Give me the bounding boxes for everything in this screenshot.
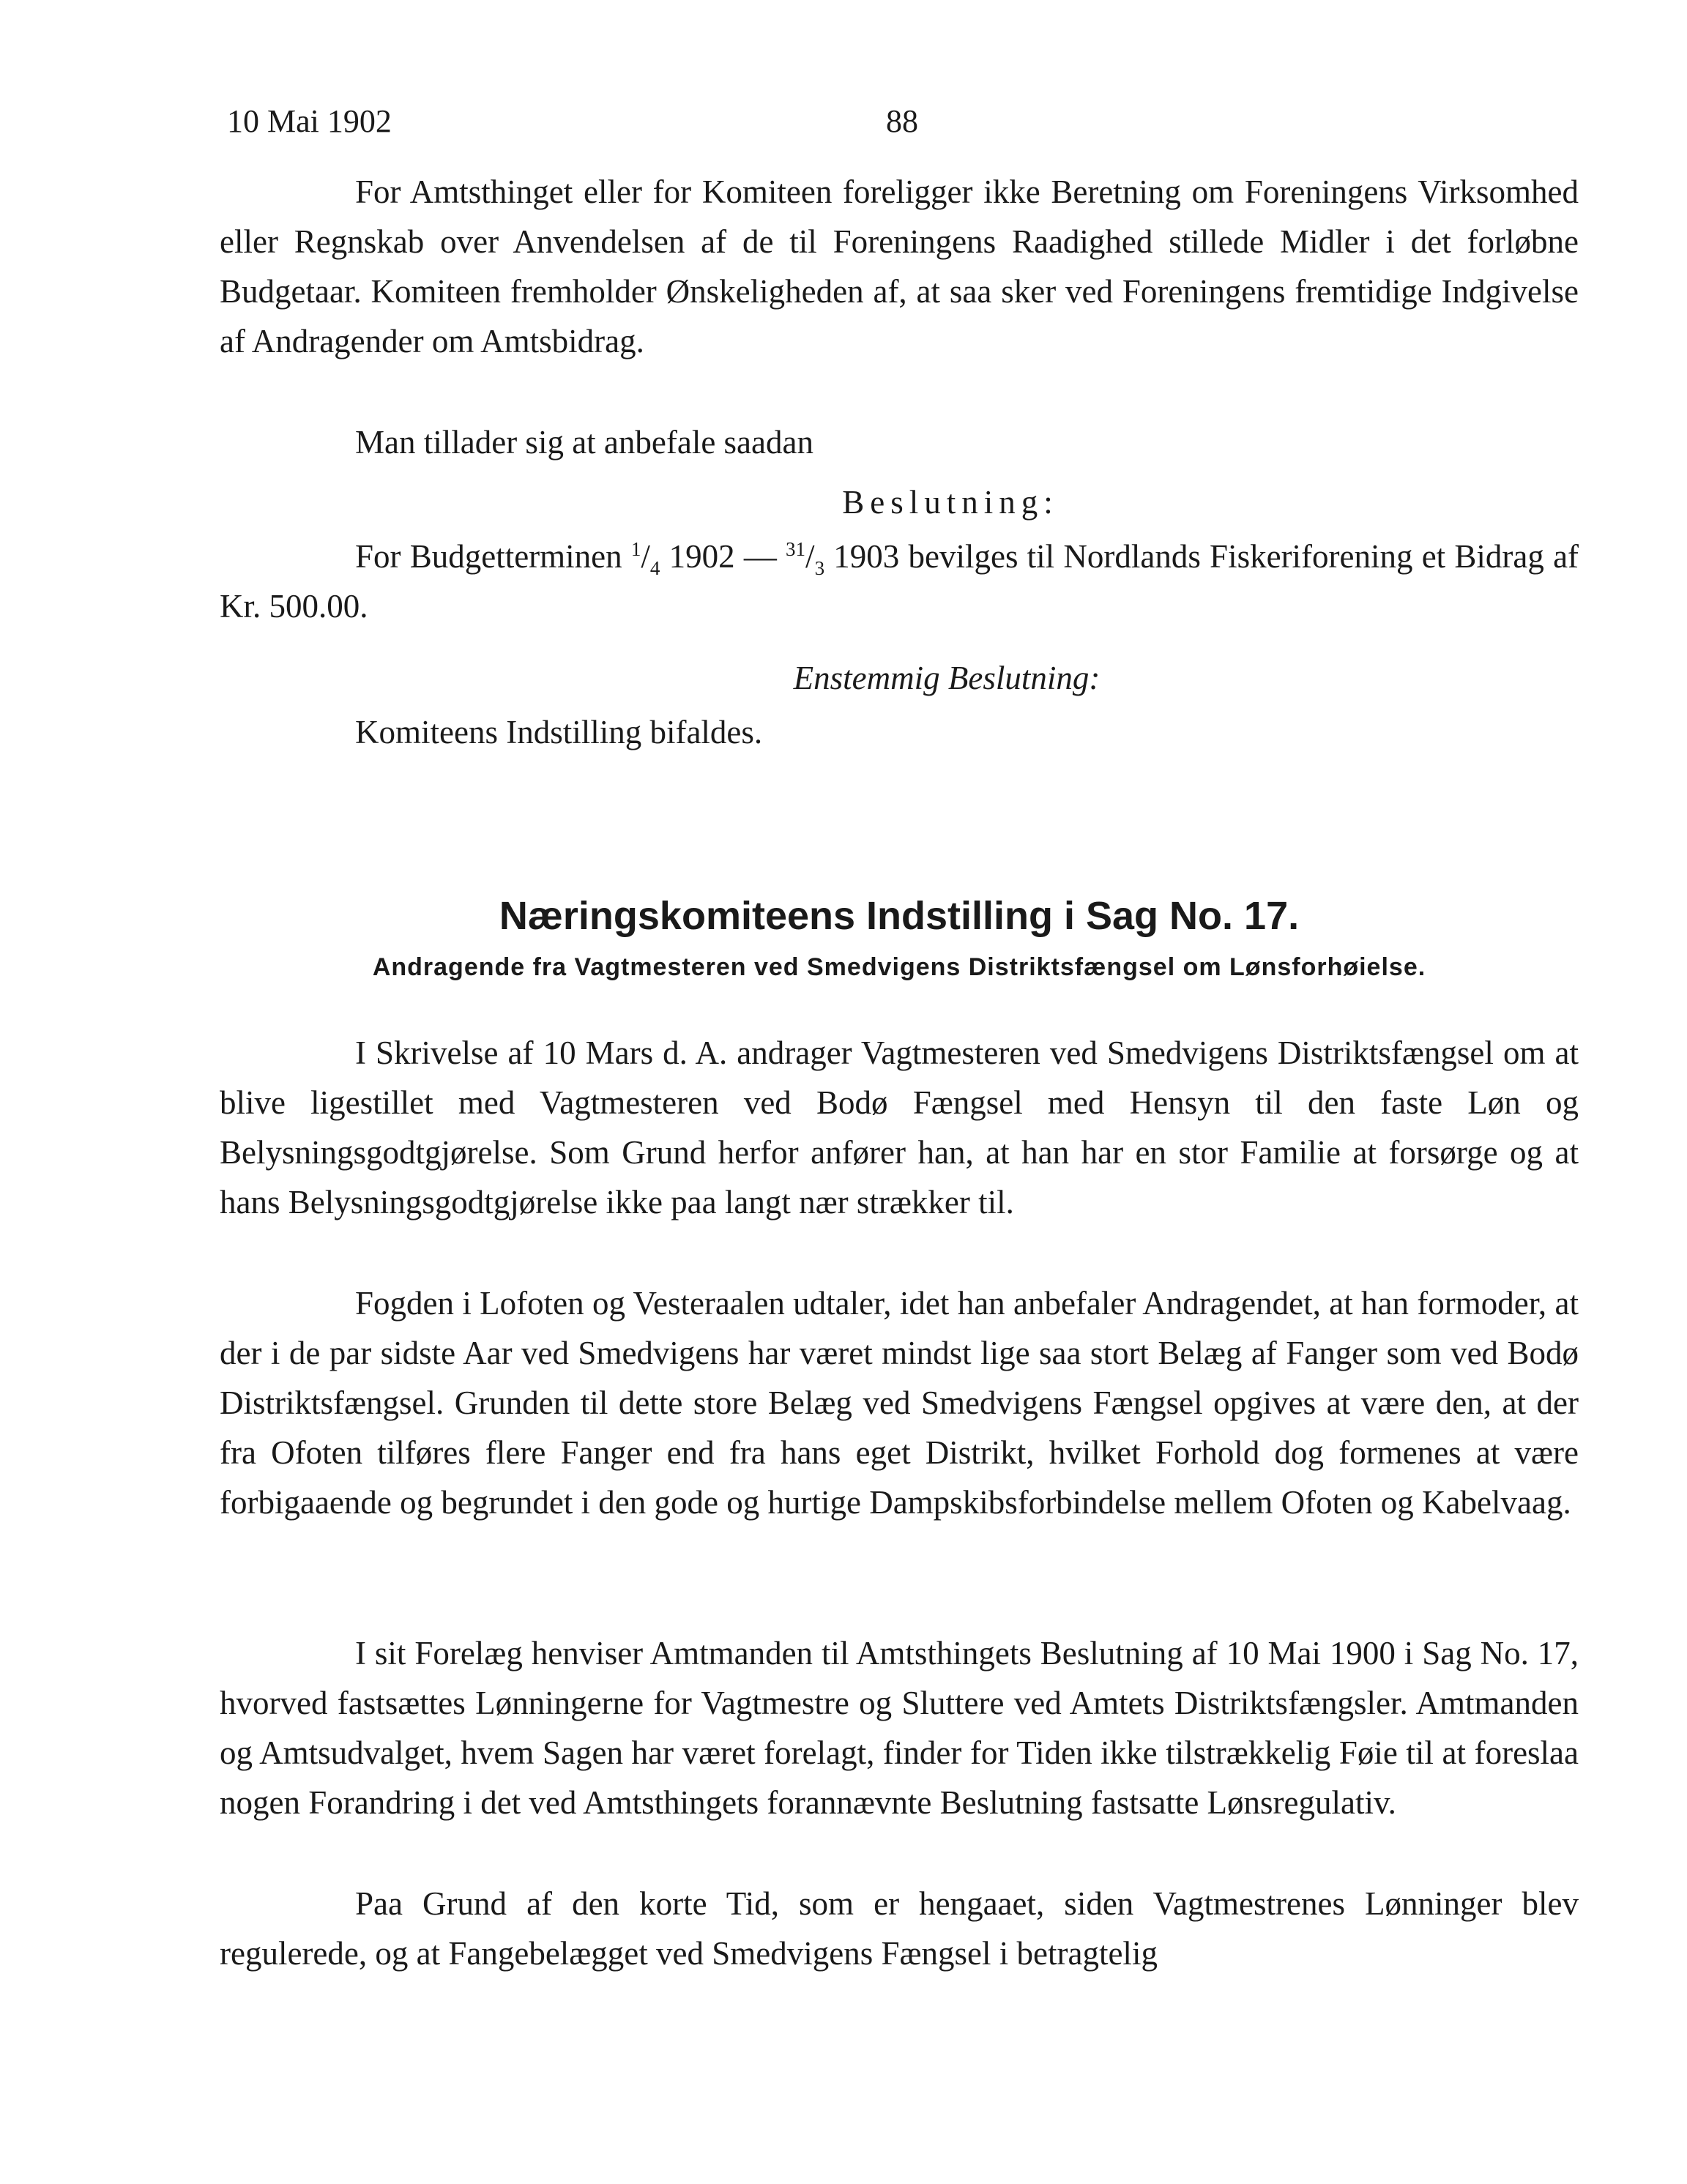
section-subtitle: Andragende fra Vagtmesteren ved Smedvigens Distriktsfængsel om Lønsforhøielse. [372,953,1426,981]
enstemmig-text-block [220,707,1579,757]
fraction1-denominator: 4 [649,557,660,579]
enstemmig-heading: Enstemmig Beslutning: [793,660,1101,696]
header-date: 10 Mai 1902 [227,103,392,139]
paragraph-text: Man tillader sig at anbefale saadan [355,424,813,461]
paragraph-text: I Skrivelse af 10 Mars d. A. andrager Vagtmesteren ved Smedvigens Distriktsfængsel om at blive ligestillet med Vagtmesteren ved Bodø Fængsel med Hensyn til den faste Løn og Belysningsgodtgjørelse. Som Grund herfor anfører han, at han har en stor Familie at forsørge og at hans Belysningsgodtgjørelse ikke paa langt nær strækker til. [220,1035,1579,1220]
paragraph-text: For Amtsthinget eller for Komiteen foreligger ikke Beretning om Foreningens Virksomhed eller Regnskab over Anvendelsen af de til Foreningens Raadighed stillede Midler i det forløbne Budgetaar. Komiteen fremholder Ønskeligheden af, at saa sker ved Foreningens fremtidige Indgivelse af Andragender om Amtsbidrag. [220,174,1579,359]
fraction2-denominator: 3 [814,557,825,579]
section2-paragraph4 [220,1879,1579,1978]
section1-paragraph2 [220,417,1579,467]
enstemmig-text: Komiteens Indstilling bifaldes. [355,714,763,750]
beslutning-prefix: For Budgetterminen [355,538,622,575]
fraction2-numerator: 31 [786,538,806,560]
year-1902: 1902 — [669,538,777,575]
section2-paragraph1 [220,1028,1579,1227]
beslutning-suffix: 1903 bevilges til Nordlands Fiskeriforening et Bidrag af Kr. 500.00. [220,538,1579,625]
paragraph-text: Fogden i Lofoten og Vesteraalen udtaler, idet han anbefaler Andragendet, at han formoder, at der i de par sidste Aar ved Smedvigens har været mindst lige saa stort Belæg af Fanger som ved Bodø Distriktsfængsel. Grunden til dette store Belæg ved Smedvigens Fængsel opgives at være den, at der fra Ofoten tilføres flere Fanger end fra hans eget Distrikt, hvilket Forhold dog formenes at være forbigaaende og begrundet i den gode og hurtige Dampskibsforbindelse mellem Ofoten og Kabelvaag. [220,1285,1579,1521]
page-number: 88 [886,103,918,139]
page-header [227,103,1567,146]
paragraph-text: I sit Forelæg henviser Amtmanden til Amtsthingets Beslutning af 10 Mai 1900 i Sag No. 17, hvorved fastsættes Lønningerne for Vagtmestre og Sluttere ved Amtets Distriktsfængsler. Amtmanden og Amtsudvalget, hvem Sagen har været forelagt, finder for Tiden ikke tilstrækkelig Føie til at foreslaa nogen Forandring i det ved Amtsthingets forannævnte Beslutning fastsatte Lønsregulativ. [220,1635,1579,1821]
beslutning-text: For Budgetterminen $^1/_4$ 1902 — $^{31}/_3$ 1903 bevilges til Nordlands Fiskeriforening et Bidrag af Kr. 500.00. [220,538,1579,625]
paragraph-text: Paa Grund af den korte Tid, som er hengaaet, siden Vagtmestrenes Lønninger blev regulerede, og at Fangebelægget ved Smedvigens Fængsel i betragtelig [220,1885,1579,1972]
section-title: Næringskomiteens Indstilling i Sag No. 17. [499,894,1300,938]
section1-paragraph1 [220,167,1579,366]
beslutning-heading: Beslutning: [842,484,1059,521]
section2-paragraph3 [220,1628,1579,1827]
section2-paragraph2 [220,1278,1579,1527]
fraction1-numerator: 1 [630,538,641,560]
